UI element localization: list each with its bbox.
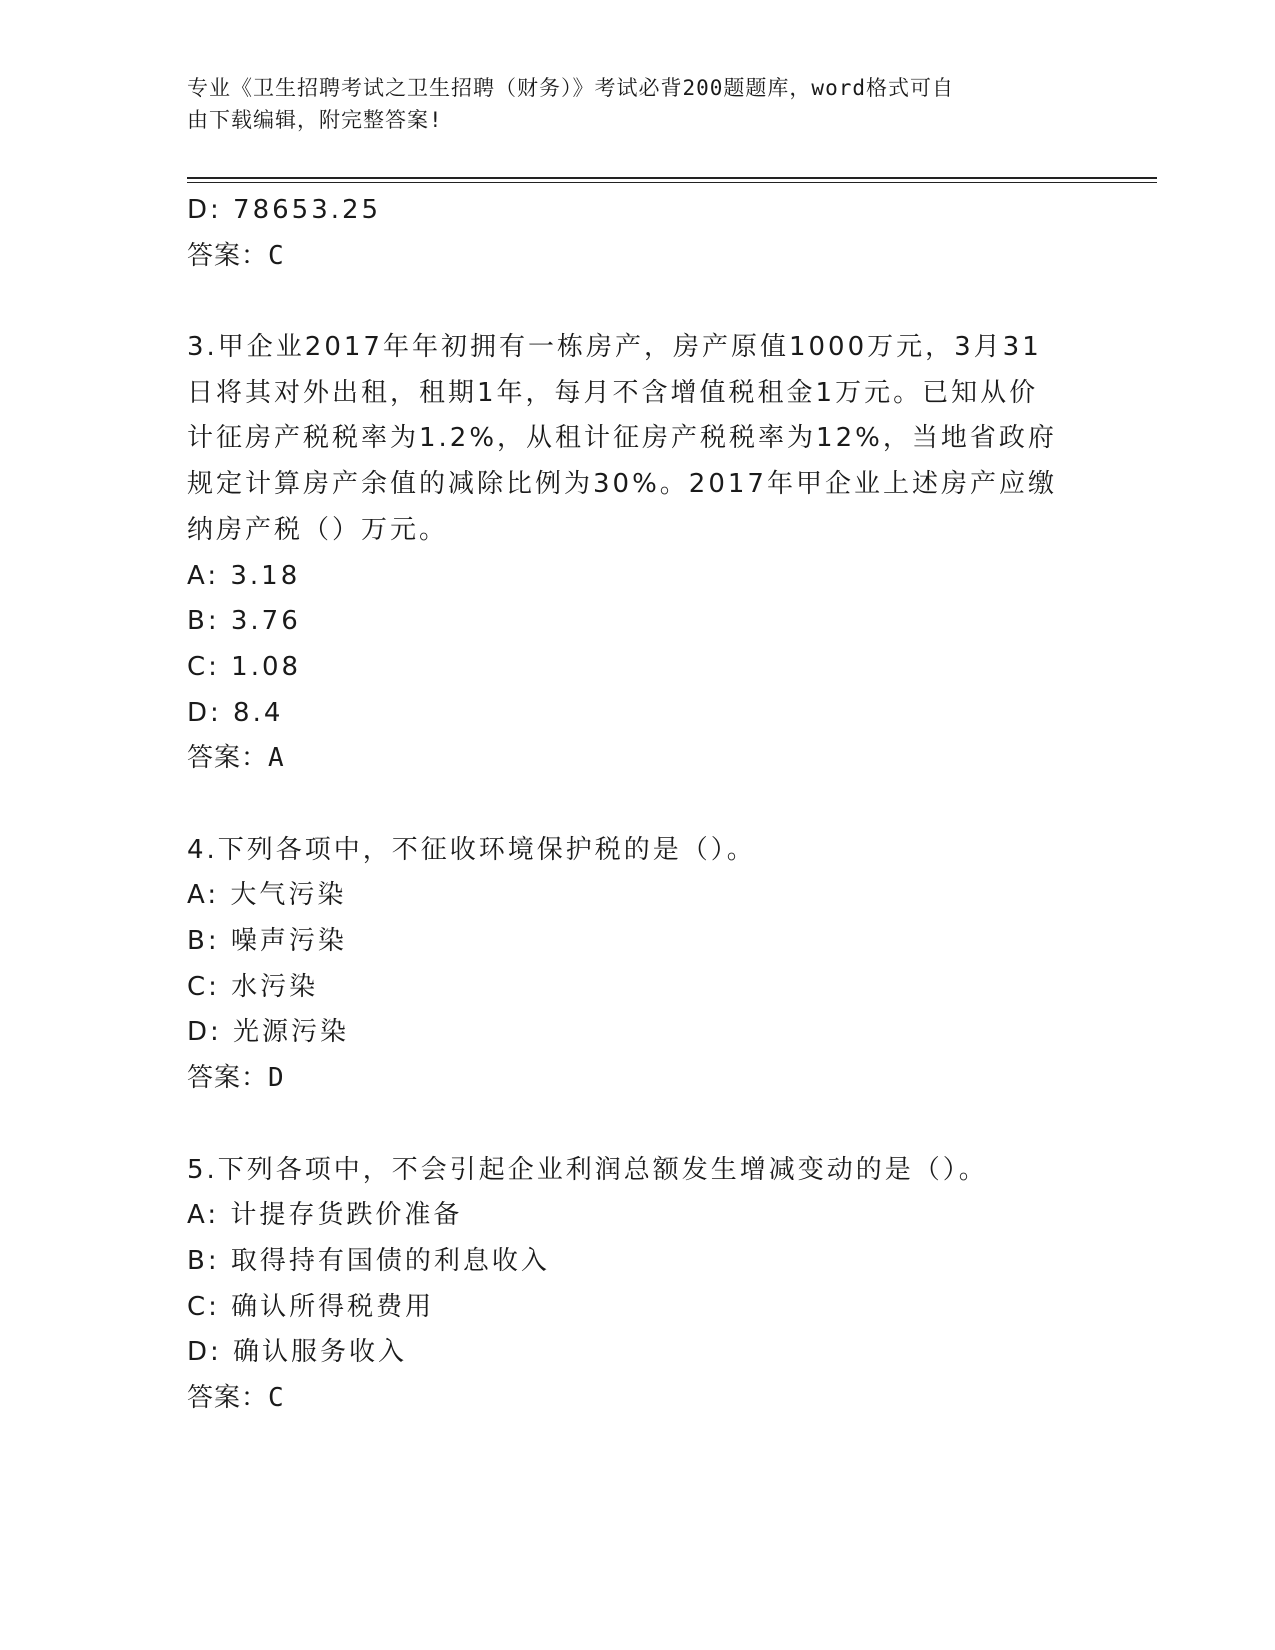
option-a: A: 大气污染 bbox=[187, 880, 347, 911]
question-5 bbox=[187, 1148, 1157, 1422]
option-d: D: 确认服务收入 bbox=[187, 1337, 408, 1368]
header-rule-thin bbox=[187, 182, 1157, 183]
question-stem: 4.下列各项中，不征收环境保护税的是（）。 bbox=[187, 834, 756, 865]
header-line-1: 专业《卫生招聘考试之卫生招聘（财务）》考试必背200题题库，word格式可自 bbox=[187, 76, 954, 100]
question-stem: 3.甲企业2017年年初拥有一栋房产，房产原值1000万元，3月31日将其对外出租，租期1年，每月不含增值税租金1万元。已知从价计征房产税税率为1.2%，从租计征房产税税率为12%，当地省政府规定计算房产余值的减除比例为30%。2017年甲企业上述房产应缴纳房产税（）万元。 bbox=[187, 332, 1057, 545]
answer-line: 答案：A bbox=[187, 743, 285, 774]
option-d: D: 78653.25 bbox=[187, 195, 382, 225]
document-header bbox=[187, 72, 1077, 136]
option-b: B: 取得持有国债的利息收入 bbox=[187, 1245, 550, 1276]
answer-line: 答案：D bbox=[187, 1063, 285, 1094]
answer-line: 答案：C bbox=[187, 1382, 285, 1413]
option-b: B: 3.76 bbox=[187, 606, 301, 637]
answer-line: 答案：C bbox=[187, 240, 285, 271]
option-c: C: 1.08 bbox=[187, 651, 302, 682]
option-d: D: 光源污染 bbox=[187, 1017, 350, 1048]
option-c: C: 水污染 bbox=[187, 971, 319, 1002]
spacer bbox=[187, 279, 1157, 325]
option-a: A: 3.18 bbox=[187, 560, 301, 591]
question-3 bbox=[187, 325, 1157, 782]
question-stem: 5.下列各项中，不会引起企业利润总额发生增减变动的是（）。 bbox=[187, 1154, 988, 1185]
header-rule-thick bbox=[187, 177, 1157, 179]
option-b: B: 噪声污染 bbox=[187, 926, 347, 957]
document-body bbox=[187, 188, 1157, 1422]
option-c: C: 确认所得税费用 bbox=[187, 1291, 435, 1322]
spacer bbox=[187, 782, 1157, 828]
question-4 bbox=[187, 828, 1157, 1102]
header-line-2: 由下载编辑，附完整答案! bbox=[187, 108, 443, 132]
spacer bbox=[187, 1102, 1157, 1148]
question-previous bbox=[187, 188, 1157, 279]
option-a: A: 计提存货跌价准备 bbox=[187, 1200, 463, 1231]
option-d: D: 8.4 bbox=[187, 697, 284, 728]
